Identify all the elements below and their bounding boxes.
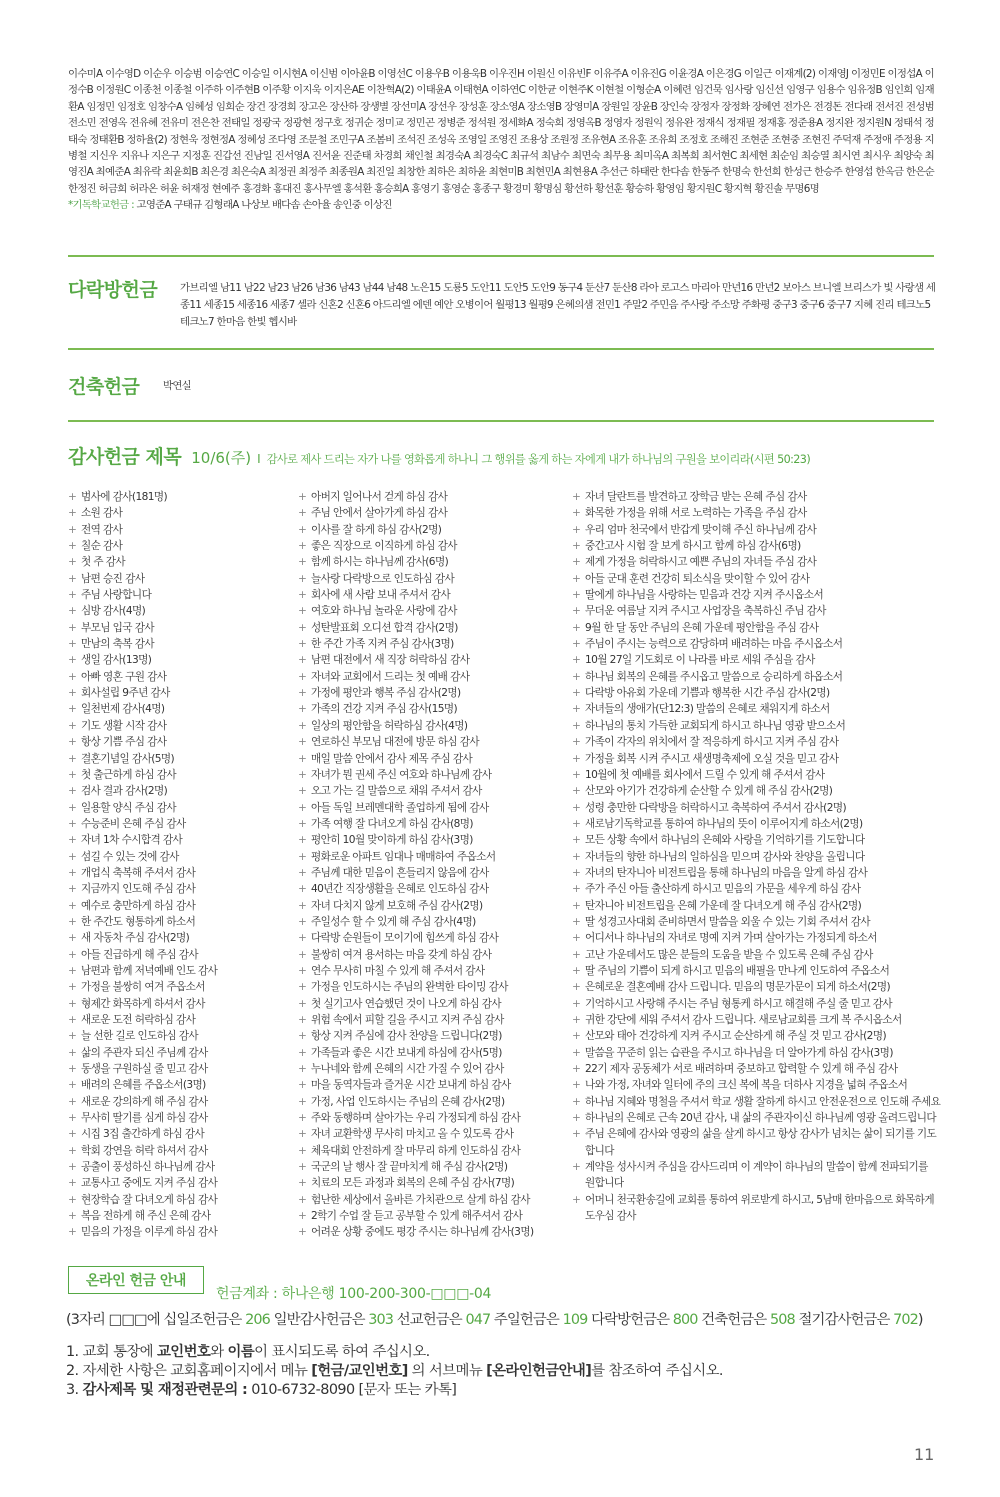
thanks-item: + 항상 기쁨 주심 감사 <box>68 734 288 750</box>
thanks-item: + 우리 엄마 천국에서 반갑게 맞이해 주신 하나님께 감사 <box>572 522 937 538</box>
thanks-item: + 성령 충만한 다락방을 허락하시고 축복하여 주셔서 감사(2명) <box>572 800 937 816</box>
thanks-item: + 동생을 구원하실 줄 믿고 감사 <box>68 1061 288 1077</box>
thanks-item: + 현장학습 잘 다녀오게 하심 감사 <box>68 1192 288 1208</box>
instruction-2-submenu: [온라인헌금안내] <box>486 1363 592 1379</box>
thanks-item: + 계약을 성사시켜 주심을 감사드리며 이 계약이 하나님의 말씀이 함께 전파되기를 원합니다 <box>572 1159 937 1192</box>
divider <box>68 348 934 350</box>
code-value: 303 <box>368 1312 394 1328</box>
donor-names-block <box>68 66 934 214</box>
thanks-item: + 하나님 지혜와 명철을 주셔서 학교 생활 잘하게 하시고 안전운전으로 인도해 주세요 <box>572 1094 937 1110</box>
code-value: 206 <box>245 1312 270 1328</box>
instruction-1-member-number: 교인번호 <box>156 1344 211 1360</box>
thanks-item: + 새로운 강의하게 해 주심 감사 <box>68 1094 288 1110</box>
thanks-item: + 한 주간도 형통하게 하소서 <box>68 914 288 930</box>
instruction-2-submenu-label: 의 서브메뉴 <box>411 1363 483 1379</box>
thanks-item: + 모든 상황 속에서 하나님의 은혜와 사랑을 기억하기를 기도합니다 <box>572 832 937 848</box>
thanks-item: + 믿음의 가정을 이루게 하심 감사 <box>68 1224 288 1240</box>
thanks-item: + 체육대회 안전하게 잘 마무리 하게 인도하심 감사 <box>298 1143 568 1159</box>
thanks-item: + 연수 무사히 마칠 수 있게 해 주셔서 감사 <box>298 963 568 979</box>
thanks-item: + 결혼기념일 감사(5명) <box>68 751 288 767</box>
thanks-item: + 일용할 양식 주심 감사 <box>68 800 288 816</box>
thanks-item: + 무사히 딸기를 심게 하심 감사 <box>68 1110 288 1126</box>
thanks-item: + 부모님 입국 감사 <box>68 620 288 636</box>
thanks-item: + 형제간 화목하게 하셔서 감사 <box>68 996 288 1012</box>
darakbang-title: 다락방헌금 <box>68 279 158 301</box>
thanks-item: + 예수로 충만하게 하심 감사 <box>68 898 288 914</box>
thanks-item: + 평안히 10월 맞이하게 하심 감사(3명) <box>298 832 568 848</box>
instruction-2-menu: [헌금/교인번호] <box>311 1363 408 1379</box>
instruction-1-and: 와 <box>210 1344 224 1360</box>
thanks-item: + 주님 은혜에 감사와 영광의 삶을 살게 하시고 항상 감사가 넘치는 삶이 되기를 기도합니다 <box>572 1126 937 1159</box>
thanks-item: + 가정에 평안과 행복 주심 감사(2명) <box>298 685 568 701</box>
instruction-1-text: 1. 교회 통장에 <box>66 1344 153 1360</box>
christian-school-offering-note <box>68 197 934 213</box>
thanks-item: + 성탄발표회 오디션 합격 감사(2명) <box>298 620 568 636</box>
thanks-item: + 공출이 풍성하신 하나님께 감사 <box>68 1159 288 1175</box>
thanks-column-2 <box>298 489 568 1241</box>
thanks-item: + 하나님의 통치 가득한 교회되게 하시고 하나님 영광 받으소서 <box>572 718 937 734</box>
thanks-item: + 어머니 천국환송길에 교회를 통하여 위로받게 하시고, 5남매 한마음으로 화목하게 도우심 감사 <box>572 1192 937 1225</box>
thanks-item: + 심방 감사(4명) <box>68 603 288 619</box>
thanks-item: + 가족 여행 잘 다녀오게 하심 감사(8명) <box>298 816 568 832</box>
thanks-item: + 무더운 여름날 지켜 주시고 사업장을 축복하신 주님 감사 <box>572 603 937 619</box>
codes-suffix: ) <box>917 1312 923 1328</box>
thanks-item: + 좋은 직장으로 이직하게 하심 감사 <box>298 538 568 554</box>
instruction-3-num: 3. <box>66 1382 79 1398</box>
code-value: 800 <box>672 1312 698 1328</box>
thanks-item: + 자녀 다치지 않게 보호해 주심 감사(2명) <box>298 898 568 914</box>
thanks-item: + 자녀가 뭔 권세 주신 여호와 하나님께 감사 <box>298 767 568 783</box>
online-offering-box: 온라인 헌금 안내 <box>68 1266 204 1294</box>
code-label: 일반감사헌금은 <box>273 1312 365 1328</box>
thanks-date: 10/6(주) <box>191 449 252 467</box>
instruction-2-end: 를 참조하여 주십시오. <box>591 1363 723 1379</box>
code-label: 절기감사헌금은 <box>798 1312 890 1328</box>
code-label: 선교헌금은 <box>396 1312 462 1328</box>
thanks-item: + 배려의 은혜를 주옵소서(3명) <box>68 1077 288 1093</box>
thanks-item: + 새 자동차 주심 감사(2명) <box>68 930 288 946</box>
thanks-item: + 범사에 감사(181명) <box>68 489 288 505</box>
thanks-item: + 전역 감사 <box>68 522 288 538</box>
thanks-item: + 수능준비 은혜 주심 감사 <box>68 816 288 832</box>
thanks-item: + 새로남기독학교를 통하여 하나님의 뜻이 이루어지게 하소서(2명) <box>572 816 937 832</box>
thanks-item: + 자녀의 탄자니아 비전트립을 통해 하나님의 마음을 알게 하심 감사 <box>572 865 937 881</box>
thanks-item: + 자녀들의 생애가(단12:3) 말씀의 은혜로 채워지게 하소서 <box>572 701 937 717</box>
thanks-item: + 귀한 강단에 세워 주셔서 감사 드립니다. 새로남교회를 크게 복 주시옵소서 <box>572 1012 937 1028</box>
thanks-item: + 생일 감사(13명) <box>68 652 288 668</box>
thanks-separator: I <box>257 452 261 466</box>
thanks-item: + 주님이 주시는 능력으로 감당하며 배려하는 마음 주시옵소서 <box>572 636 937 652</box>
thanks-item: + 교통사고 중에도 지켜 주심 감사 <box>68 1175 288 1191</box>
thanks-item: + 치료의 모든 과정과 회복의 은혜 주심 감사(7명) <box>298 1175 568 1191</box>
thanks-item: + 산모와 아기가 건강하게 순산할 수 있게 해 주심 감사(2명) <box>572 783 937 799</box>
instruction-1-name: 이름 <box>227 1344 255 1360</box>
offering-codes <box>66 1308 936 1329</box>
thanks-item: + 딸 성경고사대회 준비하면서 말씀을 외울 수 있는 기회 주셔서 감사 <box>572 914 937 930</box>
thanks-item: + 가정을 불쌍히 여겨 주옵소서 <box>68 979 288 995</box>
thanks-item: + 어려운 상황 중에도 평강 주시는 하나님께 감사(3명) <box>298 1224 568 1240</box>
thanks-item: + 자녀와 교회에서 드리는 첫 예배 감사 <box>298 669 568 685</box>
thanks-item: + 항상 지켜 주심에 감사 찬양을 드립니다(2명) <box>298 1028 568 1044</box>
thanks-item: + 학회 강연을 허락 하셔서 감사 <box>68 1143 288 1159</box>
thanks-item: + 가정을 회복 시켜 주시고 새생명축제에 오실 것을 믿고 감사 <box>572 751 937 767</box>
thanks-item: + 2학기 수업 잘 듣고 공부할 수 있게 해주셔서 감사 <box>298 1208 568 1224</box>
thanks-item: + 주와 동행하며 살아가는 우리 가정되게 하심 감사 <box>298 1110 568 1126</box>
instruction-1-end: 이 표시되도록 하여 주십시오. <box>254 1344 430 1360</box>
thanks-item: + 늘사랑 다락방으로 인도하심 감사 <box>298 571 568 587</box>
thanks-item: + 40년간 직장생활을 은혜로 인도하심 감사 <box>298 881 568 897</box>
code-label: 주일헌금은 <box>493 1312 559 1328</box>
thanks-item: + 10월 27일 기도회로 이 나라를 바로 세워 주심을 감사 <box>572 652 937 668</box>
thanks-item: + 국군의 날 행사 잘 끝마치게 해 주심 감사(2명) <box>298 1159 568 1175</box>
thanks-item: + 소원 감사 <box>68 505 288 521</box>
thanks-item: + 다락방 순원들이 모이기에 힘쓰게 하심 감사 <box>298 930 568 946</box>
thanks-item: + 아버지 일어나서 걷게 하심 감사 <box>298 489 568 505</box>
thanks-item: + 가정, 사업 인도하시는 주님의 은혜 감사(2명) <box>298 1094 568 1110</box>
thanks-item: + 하나님 회복의 은혜를 주시옵고 말씀으로 승리하게 하옵소서 <box>572 669 937 685</box>
instruction-3 <box>66 1378 936 1399</box>
code-value: 508 <box>769 1312 795 1328</box>
thanks-item: + 회사에 새 사람 보내 주셔서 감사 <box>298 587 568 603</box>
thanks-item: + 험난한 세상에서 올바른 가치관으로 살게 하심 감사 <box>298 1192 568 1208</box>
thanks-item: + 자녀 달란트를 발견하고 장학금 받는 은혜 주심 감사 <box>572 489 937 505</box>
thanks-item: + 만남의 축복 감사 <box>68 636 288 652</box>
divider <box>68 420 934 422</box>
code-label: 건축헌금은 <box>701 1312 767 1328</box>
thanks-item: + 가정을 인도하시는 주님의 완벽한 타이밍 감사 <box>298 979 568 995</box>
instruction-2 <box>66 1359 936 1380</box>
codes-prefix: (3자리 □□□에 십일조헌금은 <box>66 1312 242 1328</box>
thanks-item: + 회사설립 9주년 감사 <box>68 685 288 701</box>
thanks-item: + 가족들과 좋은 시간 보내게 하심에 감사(5명) <box>298 1045 568 1061</box>
building-title: 건축헌금 <box>68 376 140 398</box>
thanks-item: + 다락방 아유회 가운데 기쁨과 행복한 시간 주심 감사(2명) <box>572 685 937 701</box>
thanks-item: + 나와 가정, 자녀와 일터에 주의 크신 복에 복을 더하사 지경을 넓혀 주옵소서 <box>572 1077 937 1093</box>
thanks-item: + 늘 선한 길로 인도하심 감사 <box>68 1028 288 1044</box>
thanks-item: + 산모와 태아 건강하게 지켜 주시고 순산하게 해 주실 것 믿고 감사(2명) <box>572 1028 937 1044</box>
code-value: 109 <box>562 1312 588 1328</box>
thanks-item: + 10월에 첫 예배를 회사에서 드릴 수 있게 해 주셔서 감사 <box>572 767 937 783</box>
thanks-item: + 주가 주신 아들 출산하게 하시고 믿음의 가문을 세우게 하심 감사 <box>572 881 937 897</box>
thanks-item: + 일상의 평안함을 허락하심 감사(4명) <box>298 718 568 734</box>
thanks-item: + 복음 전하게 해 주신 은혜 감사 <box>68 1208 288 1224</box>
thanks-item: + 아들 독일 브레멘대학 졸업하게 됨에 감사 <box>298 800 568 816</box>
thanks-item: + 위험 속에서 피할 길을 주시고 지켜 주심 감사 <box>298 1012 568 1028</box>
thanks-item: + 남편 승진 감사 <box>68 571 288 587</box>
thanks-item: + 딸 주님의 기쁨이 되게 하시고 믿음의 배필을 만나게 인도하여 주옵소서 <box>572 963 937 979</box>
thanks-item: + 자녀들의 향한 하나님의 일하심을 믿으며 감사와 찬양을 올립니다 <box>572 849 937 865</box>
divider <box>68 255 934 257</box>
thanks-item: + 남편과 함께 저녁예배 인도 감사 <box>68 963 288 979</box>
thanks-title: 감사헌금 제목 <box>68 446 182 468</box>
christian-school-offering-label: *기독학교헌금 : <box>68 199 134 212</box>
thanks-item: + 주님 사랑합니다 <box>68 587 288 603</box>
thanks-item: + 고난 가운데서도 많은 분들의 도움을 받을 수 있도록 은혜 주심 감사 <box>572 947 937 963</box>
thanks-item: + 가족이 각자의 위치에서 잘 적응하게 하시고 지켜 주심 감사 <box>572 734 937 750</box>
thanks-item: + 이사를 잘 하게 하심 감사(2명) <box>298 522 568 538</box>
thanks-item: + 불쌍히 여겨 용서하는 마음 갖게 하심 감사 <box>298 947 568 963</box>
thanks-item: + 딸에게 하나님을 사랑하는 믿음과 건강 지켜 주시옵소서 <box>572 587 937 603</box>
thanks-item: + 시집 3집 출간하게 하심 감사 <box>68 1126 288 1142</box>
thanks-item: + 지금까지 인도해 주심 감사 <box>68 881 288 897</box>
thanks-item: + 은혜로운 결혼예배 감사 드립니다. 믿음의 명문가문이 되게 하소서(2명) <box>572 979 937 995</box>
thanks-item: + 중간고사 시험 잘 보게 하시고 함께 하심 감사(6명) <box>572 538 937 554</box>
thanks-header <box>68 442 934 469</box>
thanks-item: + 기도 생활 시작 감사 <box>68 718 288 734</box>
thanks-verse: 감사로 제사 드리는 자가 나를 영화롭게 하나니 그 행위를 옳게 하는 자에게 내가 하나님의 구원을 보이리라(시편 50:23) <box>266 453 811 466</box>
christian-school-offering-names: 고영준A 구태규 김형래A 나상보 배다솜 손아율 송인중 이상진 <box>136 199 392 212</box>
thanks-item: + 제게 가정을 허락하시고 예쁜 주님의 자녀들 주심 감사 <box>572 554 937 570</box>
thanks-item: + 연로하신 부모님 대전에 방문 하심 감사 <box>298 734 568 750</box>
thanks-item: + 삶의 주관자 되신 주님께 감사 <box>68 1045 288 1061</box>
page-number: 11 <box>914 1445 935 1464</box>
thanks-item: + 개업식 축복해 주셔서 감사 <box>68 865 288 881</box>
thanks-item: + 여호와 하나님 놀라운 사랑에 감사 <box>298 603 568 619</box>
thanks-item: + 오고 가는 길 말씀으로 채워 주셔서 감사 <box>298 783 568 799</box>
thanks-item: + 누나네와 함께 은혜의 시간 가질 수 있어 감사 <box>298 1061 568 1077</box>
thanks-item: + 주님께 대한 믿음이 흔들리지 않음에 감사 <box>298 865 568 881</box>
thanks-item: + 화목한 가정을 위해 서로 노력하는 가족을 주심 감사 <box>572 505 937 521</box>
thanks-item: + 첫 실기고사 연습했던 것이 나오게 하심 감사 <box>298 996 568 1012</box>
thanks-item: + 말씀을 꾸준히 읽는 습관을 주시고 하나님을 더 알아가게 하심 감사(3명) <box>572 1045 937 1061</box>
instruction-3-label: 감사제목 및 재정관련문의 : <box>82 1382 248 1398</box>
thanks-item: + 함께 하시는 하나님께 감사(6명) <box>298 554 568 570</box>
thanks-item: + 매일 말씀 안에서 감사 제목 주심 감사 <box>298 751 568 767</box>
thanks-item: + 새로운 도전 허락하심 감사 <box>68 1012 288 1028</box>
thanks-item: + 남편 대전에서 새 직장 허락하심 감사 <box>298 652 568 668</box>
thanks-item: + 기억하시고 사랑해 주시는 주님 형통케 하시고 해결해 주실 줄 믿고 감사 <box>572 996 937 1012</box>
code-value: 702 <box>893 1312 918 1328</box>
thanks-item: + 어디서나 하나님의 자녀로 명예 지켜 가며 살아가는 가정되게 하소서 <box>572 930 937 946</box>
thanks-item: + 첫 출근하게 하심 감사 <box>68 767 288 783</box>
thanks-item: + 하나님의 은혜로 근속 20년 감사, 내 삶의 주관자이신 하나님께 영광 올려드립니다 <box>572 1110 937 1126</box>
thanks-item: + 검사 결과 감사(2명) <box>68 783 288 799</box>
thanks-item: + 자녀 교환학생 무사히 마치고 올 수 있도록 감사 <box>298 1126 568 1142</box>
instruction-2-text: 2. 자세한 사항은 교회홈페이지에서 메뉴 <box>66 1363 308 1379</box>
thanks-item: + 한 주간 가족 지켜 주심 감사(3명) <box>298 636 568 652</box>
thanks-item: + 칠순 감사 <box>68 538 288 554</box>
thanks-item: + 아빠 영혼 구원 감사 <box>68 669 288 685</box>
thanks-column-1 <box>68 489 288 1241</box>
donor-names: 이수미A 이수영D 이순우 이승범 이승연C 이승일 이시현A 이신범 이아윤B 이영선C 이용우B 이용욱B 이우진H 이원신 이유빈F 이유주A 이유진G 이윤경A 이은경G 이일근 이재계(2) 이재영J 이정민E 이정섭A 이정수B 이정원C 이종천 이종철 이주하 이주현B 이주황 이지욱 이지은AE 이찬혁A(2) 이태윤A 이태현A 이하연C 이한균 이현주K 이현철 이형순A 이혜련 임건묵 임사랑 임신선 임영구 임용수 임유정B 임인희 임재환A 임정민 임정호 임창수A 임혜성 임희순 장건 장경희 장고은 장산하 장생별 장선미A 장선우 장성훈 장소영A 장소영B 장영미A 장원일 장윤B 장인숙 장정자 장정화 장혜연 전가은 전경돈 전다래 전서진 전성범 전소민 전영옥 전유혜 전유미 전은찬 전태일 정광국 정광현 정구호 정귀순 정미교 정민곤 정병준 정석원 정세화A 정숙희 정영옥B 정영자 정원익 정유완 정재식 정재필 정재홍 정준용A 정지완 정지원N 정태석 정태숙 정태환B 정하율(2) 정현욱 정현정A 정혜성 조다영 조문철 조민구A 조봄비 조석진 조성옥 조영일 조영진 조용상 조원정 조유현A 조유훈 조유희 조정호 조해진 조현준 조현중 조현진 주덕재 주정애 주정용 지병철 지신우 지유나 지은구 지정훈 진갑선 진남일 진서영A 진서윤 진준태 차경희 채인철 최경숙A 최경숙C 최규석 최남수 최면숙 최무용 최미옥A 최복희 최서현C 최세현 최순임 최승열 최시연 최시우 최양숙 최영진A 최예준A 최유락 최윤희B 최은경 최은숙A 최정권 최정주 최종원A 최진일 최창한 최하은 최하윤 최현미B 최현민A 최현용A 추선근 하태란 한다솜 한동주 한명숙 한선희 한성근 한승주 한영섭 한옥금 한은순 한정진 허금희 허라온 허윤 허재정 현예주 홍경화 홍대진 홍사무엘 홍석환 홍승희A 홍영기 홍영순 홍종구 황경미 황명심 황선하 황선훈 황승하 황영임 황지원C 황지혁 황진솔 무명6명 <box>68 68 934 195</box>
instruction-3-contact: 010-6732-8090 [문자 또는 카톡] <box>251 1382 457 1398</box>
thanks-item: + 탄자니아 비전트립을 은혜 가운데 잘 다녀오게 해 주심 감사(2명) <box>572 898 937 914</box>
thanks-item: + 일천번제 감사(4명) <box>68 701 288 717</box>
darakbang-body: 가브리엘 남11 남22 남23 남26 남36 남43 남44 남48 노은15 도룡5 도안11 도안5 도안9 동구4 둔산7 둔산8 라아 로고스 마리아 만년16 만년2 보아스 브니엘 브리스가 빛 사랑샘 세종11 세종15 세종16 세종7 셀라 신혼2 신혼6 아드리엘 에덴 예안 오병이어 월평13 월평9 은혜의샘 전민1 주말2 주민음 주사랑 주소망 주화평 중구3 중구6 중구7 지혜 진리 테크노5 테크노7 한마음 한빛 헵시바 <box>180 282 936 328</box>
code-value: 047 <box>465 1312 491 1328</box>
thanks-item: + 22기 제자 공동체가 서로 배려하며 중보하고 합력할 수 있게 해 주심 감사 <box>572 1061 937 1077</box>
thanks-item: + 아들 진급하게 해 주심 감사 <box>68 947 288 963</box>
offering-account: 헌금계좌 : 하나은행 100-200-300-□□□-04 <box>216 1286 492 1302</box>
instruction-1 <box>66 1340 936 1361</box>
thanks-item: + 아들 군대 훈련 건강히 퇴소식을 맞이할 수 있어 감사 <box>572 571 937 587</box>
thanks-column-3 <box>572 489 941 1224</box>
thanks-item: + 주일성수 할 수 있게 해 주심 감사(4명) <box>298 914 568 930</box>
thanks-item: + 마을 동역자들과 즐거운 시간 보내게 하심 감사 <box>298 1077 568 1093</box>
thanks-item: + 섬길 수 있는 것에 감사 <box>68 849 288 865</box>
building-body: 박연실 <box>163 380 192 392</box>
thanks-item: + 가족의 건강 지켜 주심 감사(15명) <box>298 701 568 717</box>
thanks-item: + 자녀 1차 수시합격 감사 <box>68 832 288 848</box>
thanks-item: + 첫 주 감사 <box>68 554 288 570</box>
thanks-item: + 9월 한 달 동안 주님의 은혜 가운데 평안함을 주심 감사 <box>572 620 937 636</box>
thanks-item: + 평화로운 아파트 임대나 매매하여 주옵소서 <box>298 849 568 865</box>
thanks-item: + 주님 안에서 살아가게 하심 감사 <box>298 505 568 521</box>
code-label: 다락방헌금은 <box>591 1312 670 1328</box>
